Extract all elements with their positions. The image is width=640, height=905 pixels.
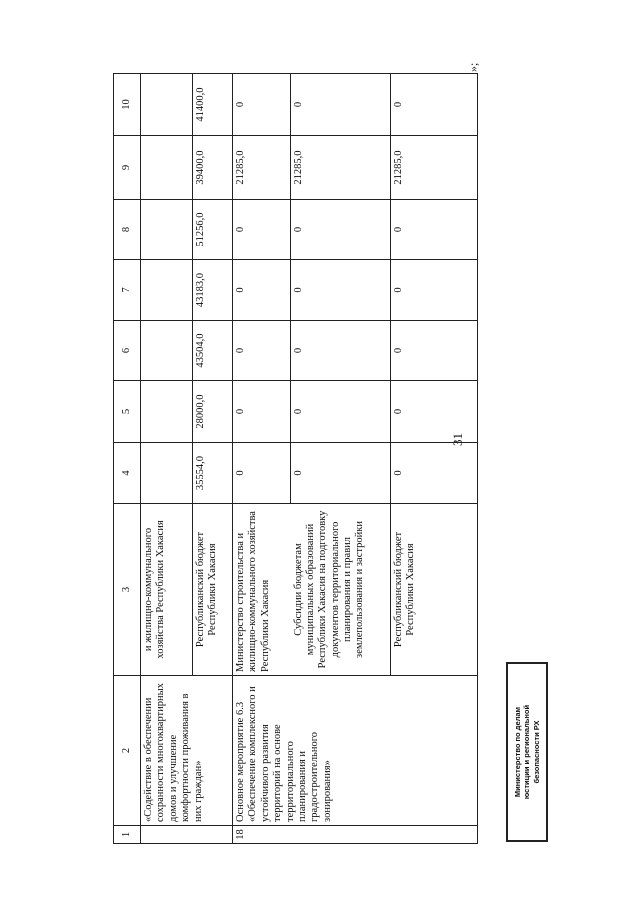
value-cell: 0 — [291, 321, 391, 381]
stamp-line: Министерство по делам — [512, 706, 522, 798]
stamp-line: безопасности РХ — [531, 720, 541, 784]
value-cell: 43504,0 — [193, 321, 233, 381]
value-cell: 0 — [291, 381, 391, 443]
value-cell: 0 — [233, 260, 291, 321]
value-cell: 0 — [233, 443, 291, 504]
funding-source-cell: Республиканский бюджет Республики Хакасия — [193, 504, 233, 676]
row-number-cell — [141, 826, 233, 844]
subsidy-description-cell: Субсидии бюджетам муниципальных образований Республики Хакасия на подготовку документов территориального планирования и правил землепользования и застройки — [291, 504, 391, 676]
value-cell: 0 — [233, 200, 291, 260]
value-cell — [141, 321, 193, 381]
value-cell: 21285,0 — [233, 136, 291, 200]
value-cell: 0 — [291, 200, 391, 260]
value-cell: 21285,0 — [391, 136, 478, 200]
header-row — [114, 74, 141, 844]
value-cell: 0 — [391, 74, 478, 136]
program-table — [113, 73, 478, 844]
table-row — [233, 74, 291, 844]
value-cell — [141, 381, 193, 443]
value-cell — [141, 260, 193, 321]
value-cell: 0 — [391, 200, 478, 260]
value-cell: 0 — [291, 74, 391, 136]
executor-cell: Министерство строительства и жилищно-коммунального хозяйства Республики Хакасия — [233, 504, 291, 676]
value-cell — [141, 74, 193, 136]
row-number-cell: 18 — [233, 826, 478, 844]
header-cell: 6 — [114, 321, 141, 381]
value-cell: 35554,0 — [193, 443, 233, 504]
header-cell: 9 — [114, 136, 141, 200]
header-cell: 1 — [114, 826, 141, 844]
value-cell: 0 — [291, 443, 391, 504]
table-row — [141, 74, 193, 844]
value-cell: 0 — [233, 74, 291, 136]
value-cell: 0 — [391, 321, 478, 381]
header-cell: 7 — [114, 260, 141, 321]
header-cell: 10 — [114, 74, 141, 136]
value-cell: 0 — [233, 381, 291, 443]
header-cell: 2 — [114, 676, 141, 826]
value-cell: 0 — [291, 260, 391, 321]
page-number: 31 — [450, 433, 465, 446]
closing-quote-mark: »; — [466, 62, 480, 72]
value-cell — [141, 200, 193, 260]
activity-name-cell: Основное мероприятие 6.3 «Обеспечение комплексного и устойчивого развития территорий на основе территориального планирования и градостроительного зонирования» — [233, 676, 478, 826]
header-cell: 3 — [114, 504, 141, 676]
value-cell: 28000,0 — [193, 381, 233, 443]
value-cell: 41400,0 — [193, 74, 233, 136]
value-cell — [141, 136, 193, 200]
funding-source-cell: Республиканский бюджет Республики Хакасия — [391, 504, 478, 676]
value-cell: 0 — [391, 443, 478, 504]
value-cell: 0 — [391, 381, 478, 443]
stamp-line: юстиции и региональной — [522, 704, 532, 800]
header-cell: 5 — [114, 381, 141, 443]
executor-cell: и жилищно-коммунального хозяйства Республики Хакасия — [141, 504, 193, 676]
header-cell: 4 — [114, 443, 141, 504]
ministry-stamp — [506, 662, 548, 842]
value-cell: 51256,0 — [193, 200, 233, 260]
value-cell: 21285,0 — [291, 136, 391, 200]
value-cell: 0 — [233, 321, 291, 381]
activity-name-cell: «Содействие в обеспечении сохранности многоквартирных домов и улучшение комфортности проживания в них граждан» — [141, 676, 233, 826]
value-cell — [141, 443, 193, 504]
value-cell: 43183,0 — [193, 260, 233, 321]
rotated-table-container — [113, 74, 478, 844]
value-cell: 39400,0 — [193, 136, 233, 200]
header-cell: 8 — [114, 200, 141, 260]
value-cell: 0 — [391, 260, 478, 321]
